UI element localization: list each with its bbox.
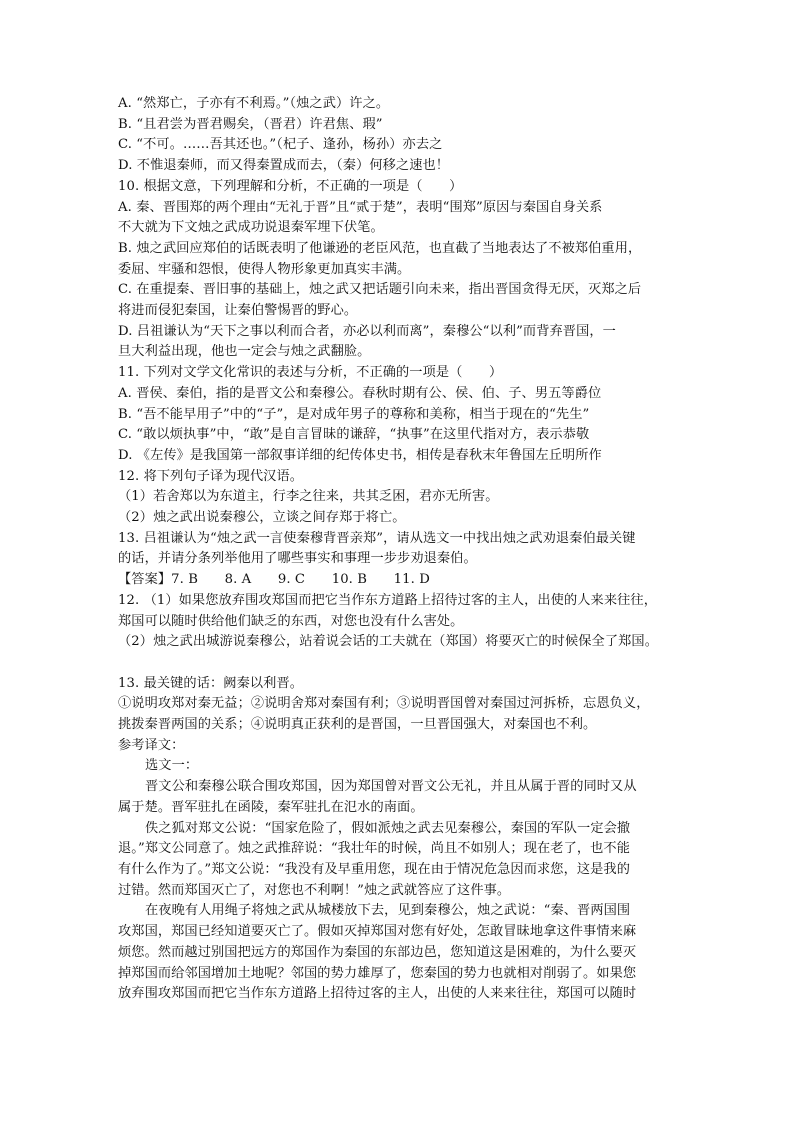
- answer-12-1-cont: 郑国可以随时供给他们缺乏的东西，对您也没有什么害处。: [118, 613, 464, 629]
- translation-para-2-cont-1: 退。”郑文公同意了。烛之武推辞说：“我壮年的时候，尚且不如别人；现在老了，也不能: [118, 841, 631, 857]
- answer-12-1: 12. （1）如果您放弃围攻郑国而把它当作东方道路上招待过客的主人，出使的人来来往往，: [118, 592, 657, 608]
- q11-option-b: B. “吾不能早用子”中的“子”，是对成年男子的尊称和美称，相当于现在的“先生”: [118, 406, 590, 422]
- option-d-line: D. 不惟退秦师，而又得秦置成而去，（秦）何移之速也！: [118, 158, 450, 174]
- translation-para-2: 佚之狐对郑文公说：“国家危险了，假如派烛之武去见秦穆公，秦国的军队一定会撤: [145, 820, 631, 836]
- answer-key: 【答案】7. B 8. A 9. C 10. B 11. D: [118, 572, 430, 588]
- option-c-line: C. “不可。……吾其还也。”（杞子、逢孙，杨孙）亦去之: [118, 137, 443, 153]
- q10-option-d-cont: 旦大利益出现，他也一定会与烛之武翻脸。: [118, 344, 371, 360]
- answer-13-points-cont: 挑拨秦晋两国的关系；④说明真正获利的是晋国，一旦晋国强大，对秦国也不利。: [118, 717, 597, 733]
- question-11: 11. 下列对文学文化常识的表述与分析，不正确的一项是（ ）: [118, 365, 503, 381]
- q10-option-c: C. 在重提秦、晋旧事的基础上，烛之武又把话题引向未来，指出晋国贪得无厌，灭郑之后: [118, 282, 642, 298]
- answer-13: 13. 最关键的话：阙秦以利晋。: [118, 675, 304, 691]
- translation-para-3-cont-3: 掉郑国而给邻国增加土地呢？邻国的势力雄厚了，您秦国的势力也就相对削弱了。如果您: [118, 965, 637, 981]
- question-12: 12. 将下列句子译为现代汉语。: [118, 468, 304, 484]
- translation-para-3-cont-4: 放弃围攻郑国而把它当作东方道路上招待过客的主人，出使的人来来往往，郑国可以随时: [118, 986, 637, 1002]
- question-13: 13. 吕祖谦认为“烛之武一言使秦穆背晋亲郑”，请从选文一中找出烛之武劝退秦伯最关键: [118, 530, 636, 546]
- selection-one-heading: 选文一：: [145, 758, 199, 774]
- q10-option-c-cont: 将进而侵犯秦国，让秦伯警惕晋的野心。: [118, 303, 358, 319]
- translation-para-3: 在夜晚有人用绳子将烛之武从城楼放下去，见到秦穆公，烛之武说：“秦、晋两国围: [145, 903, 631, 919]
- q10-option-d: D. 吕祖谦认为“天下之事以利而合者，亦必以利而离”，秦穆公“以利”而背弃晋国，一: [118, 323, 616, 339]
- option-b-line: B. “且君尝为晋君赐矣，（晋君）许君焦、瑕”: [118, 116, 383, 132]
- q10-option-a-cont: 不大就为下文烛之武成功说退秦军埋下伏笔。: [118, 220, 384, 236]
- translation-para-3-cont-2: 烦您。然而越过别国把远方的郑国作为秦国的东部边邑，您知道这是困难的，为什么要灭: [118, 944, 637, 960]
- translation-para-2-cont-2: 有什么作为了。”郑文公说：“我没有及早重用您，现在由于情况危急因而求您，这是我的: [118, 862, 631, 877]
- q12-sentence-1: （1）若舍郑以为东道主，行李之往来，共其乏困，君亦无所害。: [118, 489, 499, 505]
- answer-12-2: （2）烛之武出城游说秦穆公，站着说会话的工夫就在（郑国）将要灭亡的时候保全了郑国。: [118, 634, 658, 650]
- answer-13-points: ①说明攻郑对秦无益；②说明舍郑对秦国有利；③说明晋国曾对秦国过河拆桥，忘恩负义，: [118, 696, 650, 712]
- reference-translation-heading: 参考译文：: [118, 737, 185, 753]
- question-10: 10. 根据文意，下列理解和分析，不正确的一项是（ ）: [118, 178, 463, 194]
- option-a-line: A. “然郑亡，子亦有不利焉。”（烛之武）许之。: [118, 96, 390, 111]
- translation-para-1: 晋文公和秦穆公联合围攻郑国，因为郑国曾对晋文公无礼，并且从属于晋的同时又从: [145, 779, 637, 795]
- q11-option-c: C. “敢以烦执事”中，“敢”是自言冒昧的谦辞，“执事”在这里代指对方，表示恭敬: [118, 427, 590, 443]
- translation-para-3-cont-1: 攻郑国，郑国已经知道要灭亡了。假如灭掉郑国对您有好处，怎敢冒昧地拿这件事情来麻: [118, 924, 637, 940]
- q11-option-a: A. 晋侯、秦伯，指的是晋文公和秦穆公。春秋时期有公、侯、伯、子、男五等爵位: [118, 385, 602, 401]
- translation-para-1-cont: 属于楚。晋军驻扎在函陵，秦军驻扎在氾水的南面。: [118, 799, 424, 815]
- q10-option-b-cont: 委屈、牢骚和怨恨，使得人物形象更加真实丰满。: [118, 261, 411, 277]
- q11-option-d: D. 《左传》是我国第一部叙事详细的纪传体史书，相传是春秋末年鲁国左丘明所作: [118, 447, 602, 463]
- translation-para-2-cont-3: 过错。然而郑国灭亡了，对您也不利啊！”烛之武就答应了这件事。: [118, 882, 511, 898]
- q10-option-a: A. 秦、晋围郑的两个理由“无礼于晋”且“贰于楚”，表明“围郑”原因与秦国自身关系: [118, 199, 603, 215]
- q12-sentence-2: （2）烛之武出说秦穆公，立谈之间存郑于将亡。: [118, 510, 406, 526]
- question-13-cont: 的话，并请分条列举他用了哪些事实和事理一步步劝退秦伯。: [118, 551, 477, 567]
- blank-line: [118, 653, 678, 674]
- q10-option-b: B. 烛之武回应郑伯的话既表明了他谦逊的老臣风范，也直截了当地表达了不被郑伯重用，: [118, 240, 642, 256]
- document-page: [118, 94, 678, 1005]
